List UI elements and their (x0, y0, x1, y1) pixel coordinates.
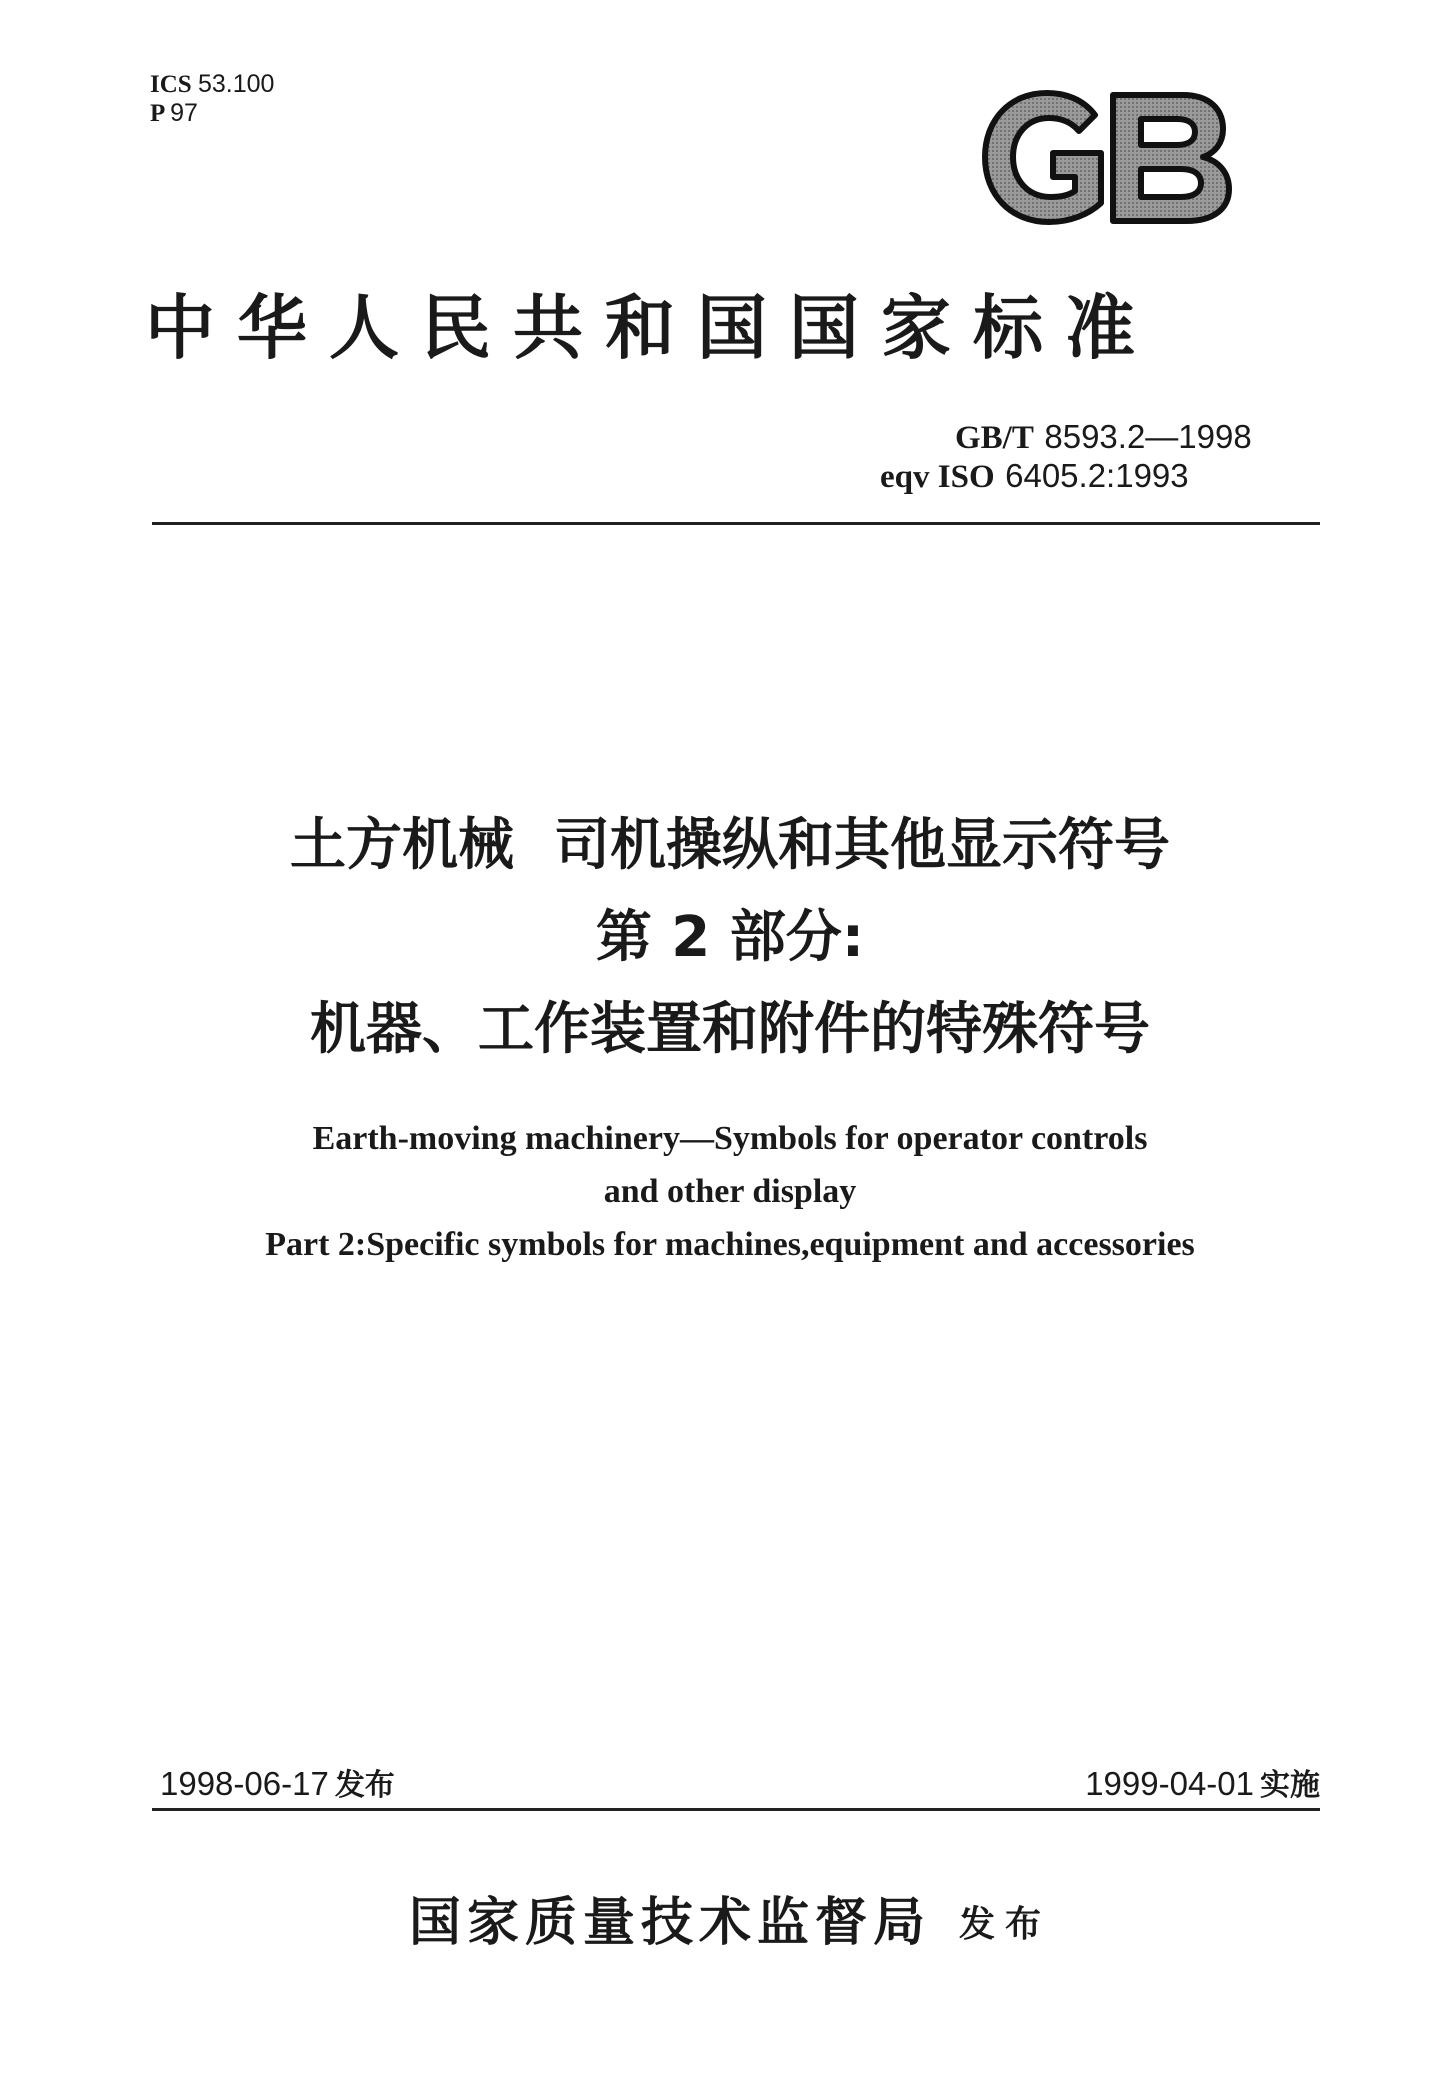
logo-letter-b (1113, 95, 1229, 221)
standard-number: 8593.2—1998 (1044, 418, 1252, 455)
title-en-line3: Part 2:Specific symbols for machines,equipment and accessories (265, 1226, 1195, 1263)
title-zh-line1-topic: 司机操纵和其他显示符号 (554, 813, 1170, 878)
title-zh-line1 (120, 800, 1340, 892)
ics-row (150, 70, 274, 99)
equivalent-standard-row (880, 457, 1320, 496)
bottom-divider (152, 1808, 1320, 1811)
ics-code: 53.100 (197, 70, 275, 98)
issuer-action: 发布 (959, 1903, 1052, 1945)
issue-date: 1998-06-17 (160, 1765, 329, 1802)
logo-letter-g (985, 93, 1101, 222)
standard-number-row (880, 418, 1320, 457)
p-row (150, 99, 274, 128)
issue-date-block (160, 1760, 395, 1804)
gb-logo (975, 85, 1235, 230)
title-en-line2: and other display (603, 1173, 857, 1210)
issuing-authority (120, 1880, 1340, 1955)
p-label: P (150, 100, 164, 127)
national-standard-heading: 中华人民共和国国家标准 (145, 286, 1157, 369)
issuer-name: 国家质量技术监督局 (408, 1892, 931, 1953)
title-english (120, 1112, 1340, 1271)
title-zh-line3: 机器、工作装置和附件的特殊符号 (310, 997, 1150, 1062)
title-zh-line2: 第 2 部分: (595, 905, 865, 970)
top-divider (152, 522, 1320, 525)
effective-date: 1999-04-01 (1085, 1765, 1254, 1802)
effective-date-block (1085, 1760, 1320, 1804)
standard-number-block (880, 418, 1320, 496)
standard-prefix: GB/T (955, 420, 1034, 456)
gb-logo-mark (975, 85, 1235, 230)
equivalent-prefix: eqv ISO (880, 459, 995, 495)
ics-label: ICS (150, 71, 192, 98)
title-chinese (120, 800, 1340, 1076)
classification-codes (150, 70, 274, 128)
title-en-line1: Earth-moving machinery—Symbols for operator controls (312, 1120, 1148, 1157)
dates-row (152, 1760, 1320, 1810)
p-code: 97 (170, 99, 198, 127)
issue-label: 发布 (334, 1768, 395, 1803)
title-zh-line1-subject: 土方机械 (290, 813, 514, 878)
equivalent-number: 6405.2:1993 (1005, 457, 1189, 494)
effective-label: 实施 (1260, 1768, 1320, 1803)
